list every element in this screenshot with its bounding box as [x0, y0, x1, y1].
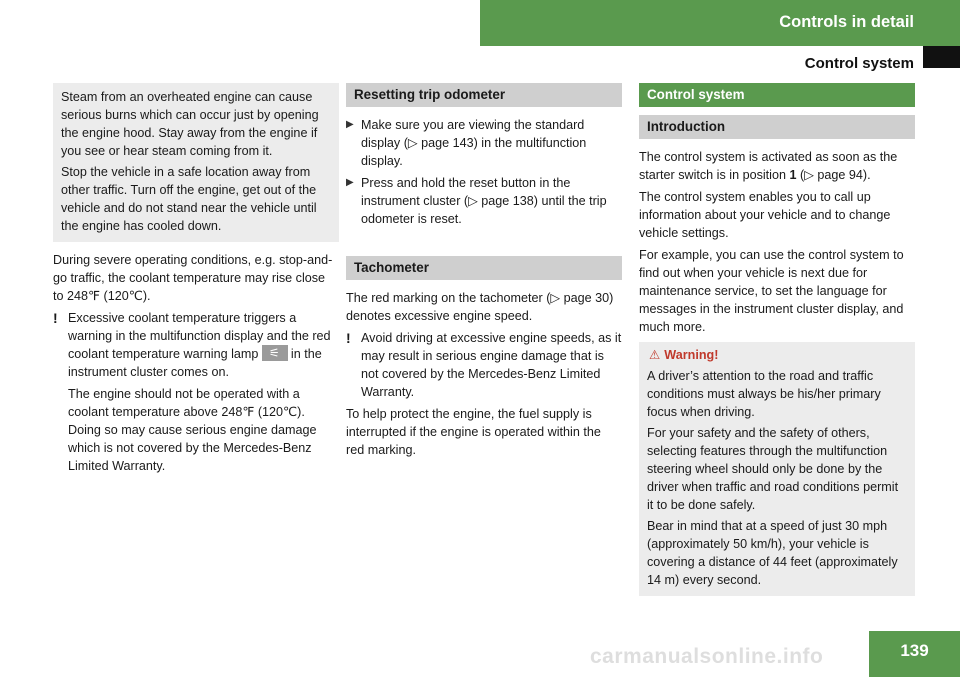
warning-text-1: A driver’s attention to the road and traffic conditions must always be his/her primary focus when driving. — [647, 369, 881, 419]
coolant-temperature-icon — [262, 345, 288, 361]
page-subtitle: Control system — [804, 55, 914, 72]
warning-title — [647, 346, 907, 364]
steam-warning-box — [53, 83, 339, 242]
intro-text-b: (▷ page 94). — [800, 168, 871, 182]
warning-triangle-icon: ⚠ — [649, 348, 661, 362]
coolant-notice-text-a: Excessive coolant temperature triggers a warning in the multifunction display and the red coolant temperature warning lamp — [68, 311, 331, 361]
steam-warning-text-2: Stop the vehicle in a safe location away from other traffic. Turn off the engine, get out of the vehicle and do not stand near the vehicle until the engine has cooled down. — [61, 165, 317, 233]
column-middle — [346, 83, 622, 463]
fuel-supply-paragraph: To help protect the engine, the fuel supply is interrupted if the engine is operated within the red marking. — [346, 407, 601, 457]
warning-text-3: Bear in mind that at a speed of just 30 mph (approximately 50 km/h), your vehicle is covering a distance of 44 feet (approximately 14 m) every second. — [647, 519, 898, 587]
intro-text-a: The control system is activated as soon as the starter switch is in position — [639, 150, 898, 182]
starter-position: 1 — [789, 168, 797, 182]
section-title: Controls in detail — [779, 13, 914, 31]
tachometer-paragraph: The red marking on the tachometer (▷ page 30) denotes excessive engine speed. — [346, 291, 614, 323]
step-text: Make sure you are viewing the standard display (▷ page 143) in the multifunction display. — [361, 118, 587, 168]
heading-introduction: Introduction — [639, 115, 915, 139]
watermark: carmanualsonline.info — [590, 645, 824, 668]
header-corner-block — [923, 46, 960, 68]
step-item — [346, 174, 622, 228]
heading-tachometer: Tachometer — [346, 256, 622, 280]
column-right — [639, 83, 915, 596]
tachometer-notice-text: Avoid driving at excessive engine speeds, as it may result in serious engine damage that is not covered by the Mercedes-Benz Limited Warranty. — [361, 331, 622, 399]
header-bar — [480, 0, 960, 46]
column-left — [53, 83, 339, 479]
heading-resetting-trip-odometer: Resetting trip odometer — [346, 83, 622, 107]
coolant-paragraph: During severe operating conditions, e.g. stop-and-go traffic, the coolant temperature may rise close to 248℉ (120℃). — [53, 253, 333, 303]
driver-warning-box — [639, 342, 915, 596]
bullet-arrow-icon: ▶ — [346, 119, 354, 130]
intro-paragraph-2: The control system enables you to call up information about your vehicle and to change vehicle settings. — [639, 190, 891, 240]
step-item — [346, 116, 622, 170]
warning-title-text: Warning! — [664, 348, 719, 362]
bullet-arrow-icon: ▶ — [346, 177, 354, 188]
intro-paragraph-3: For example, you can use the control system to find out when your vehicle is next due for maintenance service, to set the language for messages in the instrument cluster display, and much more. — [639, 248, 904, 334]
steam-warning-text-1: Steam from an overheated engine can cause serious burns which can occur just by opening the engine hood. Stay away from the engine if you see or hear steam coming from it. — [61, 90, 319, 158]
coolant-notice-text-2: The engine should not be operated with a coolant temperature above 248℉ (120℃). Doing so may cause serious engine damage which is not covered by the Mercedes-Benz Limited Warranty. — [68, 387, 317, 473]
heading-control-system: Control system — [639, 83, 915, 107]
step-text: Press and hold the reset button in the instrument cluster (▷ page 138) until the trip odometer is reset. — [361, 176, 607, 226]
page-number: 139 — [869, 631, 960, 677]
tachometer-notice — [346, 329, 622, 401]
warning-text-2: For your safety and the safety of others, selecting features through the multifunction steering wheel should only be done by the driver when traffic and road conditions permit it to be done safely. — [647, 426, 899, 512]
intro-paragraph-1 — [639, 148, 915, 184]
coolant-notice — [53, 309, 339, 475]
notice-mark: ! — [346, 330, 351, 346]
coolant-notice-text-b: in the instrument cluster comes on. — [68, 347, 322, 379]
notice-mark: ! — [53, 310, 58, 326]
